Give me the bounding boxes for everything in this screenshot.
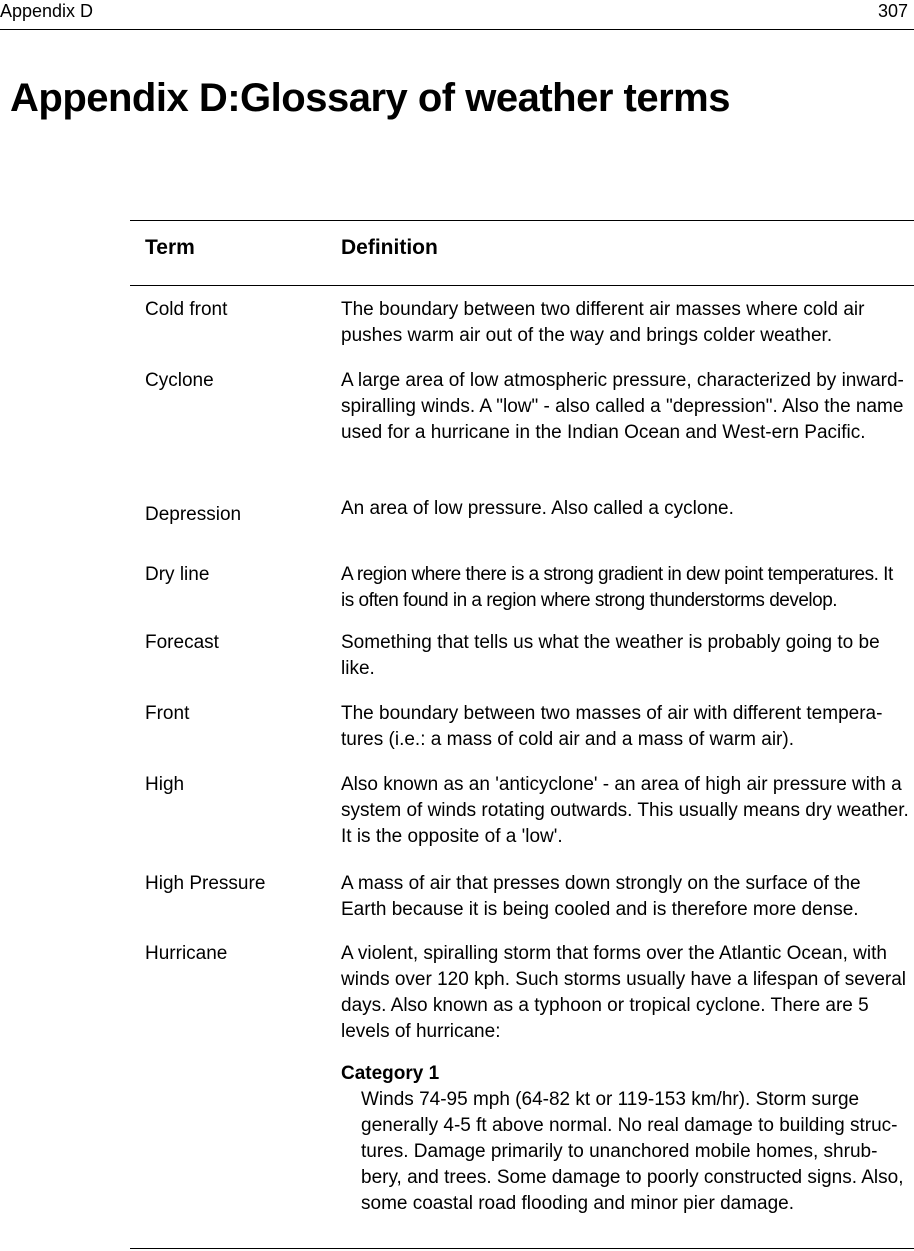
column-header-term: Term — [145, 236, 195, 259]
term-cell: Dry line — [145, 564, 210, 585]
term-cell: Depression — [145, 504, 242, 525]
page-number: 307 — [877, 1, 908, 21]
page-title: Appendix D:Glossary of weather terms — [10, 76, 730, 120]
term-cell: Forecast — [145, 632, 219, 653]
definition-cell: Also known as an 'anticyclone' - an area of high air pressure with a system of winds rotating outwards. This usually means dry weather. It is the opposite of a 'low'. — [341, 774, 909, 847]
section-name: Appendix D — [0, 1, 94, 21]
column-header-definition: Definition — [341, 236, 438, 259]
term-cell: High — [145, 774, 185, 795]
running-header — [0, 0, 914, 30]
category-description: Winds 74-95 mph (64-82 kt or 119-153 km/hr). Storm surge generally 4-5 ft above normal. No real damage to building struc-tures. Damage primarily to unanchored mobile homes, shrub-bery, and trees. Some damage to poorly constructed signs. Also, some coastal road flooding and minor pier damage. — [361, 1089, 904, 1214]
definition-cell: An area of low pressure. Also called a cyclone. — [341, 498, 734, 519]
definition-cell: The boundary between two different air masses where cold air pushes warm air out of the way and brings colder weather. — [341, 299, 865, 346]
term-cell: Cold front — [145, 299, 228, 320]
term-cell: High Pressure — [145, 873, 266, 894]
term-cell: Front — [145, 703, 190, 724]
definition-cell: A mass of air that presses down strongly on the surface of the Earth because it is being cooled and is therefore more dense. — [341, 873, 861, 920]
table-header-row — [130, 221, 914, 286]
definition-cell: The boundary between two masses of air with different tempera-tures (i.e.: a mass of cold air and a mass of warm air). — [341, 703, 883, 750]
term-cell: Cyclone — [145, 370, 214, 391]
term-cell: Hurricane — [145, 943, 228, 964]
definition-text: A violent, spiralling storm that forms over the Atlantic Ocean, with winds over 120 kph. Such storms usually have a lifespan of several days. Also known as a typhoon or tropical cyclone. There are 5 levels of hurricane: — [341, 943, 907, 1042]
definition-cell: Something that tells us what the weather is probably going to be like. — [341, 632, 880, 679]
table-bottom-rule — [130, 1248, 914, 1249]
definition-cell: A large area of low atmospheric pressure, characterized by inward-spiralling winds. A "low" - also called a "depression". Also the name used for a hurricane in the Indian Ocean and West-ern Pacific. — [341, 370, 904, 443]
glossary-table — [130, 220, 914, 1214]
category-heading: Category 1 — [341, 1063, 440, 1084]
definition-cell: A region where there is a strong gradient in dew point temperatures. It is often found in a region where strong thunderstorms develop. — [341, 564, 893, 611]
definition-cell — [341, 941, 909, 1217]
